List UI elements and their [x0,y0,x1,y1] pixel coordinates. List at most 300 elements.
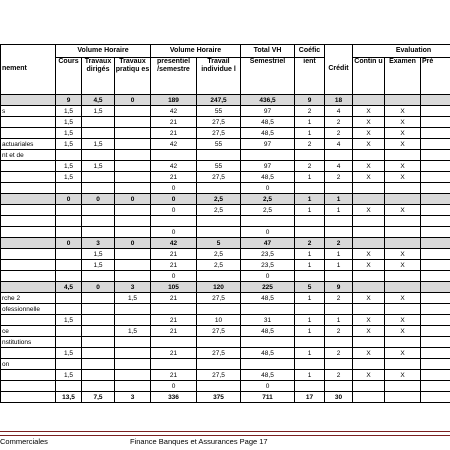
table-row [1,315,450,326]
table-cell [325,216,353,227]
table-cell: 21 [151,260,197,271]
table-cell: 55 [197,106,241,117]
table-cell: 0 [115,95,151,106]
table-cell [82,216,115,227]
table-cell [56,216,82,227]
table-row [1,238,450,249]
table-cell: 2 [295,139,325,150]
table-cell [56,359,82,370]
table-cell [421,216,450,227]
table-cell [115,315,151,326]
table-cell: 0 [151,194,197,205]
table-cell: X [385,249,421,260]
table-cell: 1 [325,205,353,216]
header-travail-individuel: Travail individue l [197,58,241,95]
table-cell [385,238,421,249]
table-cell: 2 [295,238,325,249]
table-cell: 0 [151,227,197,238]
table-cell [385,337,421,348]
table-cell [385,282,421,293]
table-row [1,381,450,392]
table-cell [295,381,325,392]
table-cell: 5 [295,282,325,293]
table-cell: 31 [241,315,295,326]
table-cell: 1,5 [82,260,115,271]
table-cell [82,271,115,282]
table-cell: X [353,128,385,139]
table-cell: 1,5 [56,161,82,172]
table-cell: X [385,117,421,128]
table-cell [56,227,82,238]
table-cell [421,381,450,392]
table-cell [82,172,115,183]
table-cell: 23,5 [241,260,295,271]
table-cell: 2,5 [241,194,295,205]
header-pre: Pré [421,58,450,95]
table-cell: 247,5 [197,95,241,106]
row-label [1,216,56,227]
table-cell [151,150,197,161]
table-cell: 21 [151,128,197,139]
table-cell [56,381,82,392]
table-cell [385,194,421,205]
table-cell: X [385,128,421,139]
table-cell [115,216,151,227]
table-cell: 1,5 [56,117,82,128]
table-row [1,139,450,150]
table-cell: 27,5 [197,326,241,337]
row-label [1,95,56,106]
table-cell: X [385,205,421,216]
header-volume-horaire-2: Volume Horaire [151,45,241,58]
table-cell: 21 [151,326,197,337]
table-row [1,282,450,293]
table-cell [115,172,151,183]
table-cell: 55 [197,139,241,150]
table-cell: 1,5 [56,128,82,139]
table-row [1,150,450,161]
table-cell: X [353,370,385,381]
table-cell [325,227,353,238]
table-cell: 5 [197,238,241,249]
table-cell: 2 [325,172,353,183]
table-cell [82,370,115,381]
table-cell [353,238,385,249]
table-cell: 97 [241,139,295,150]
table-cell: 1 [295,370,325,381]
table-cell [353,304,385,315]
table-cell [82,117,115,128]
row-label [1,238,56,249]
table-cell [353,216,385,227]
table-cell: 3 [115,392,151,403]
table-cell: 4 [325,139,353,150]
table-cell [295,271,325,282]
table-cell: 2 [325,117,353,128]
table-cell [421,150,450,161]
table-cell: 48,5 [241,326,295,337]
table-cell: 21 [151,117,197,128]
table-cell [241,216,295,227]
table-cell: X [353,326,385,337]
table-cell: X [353,106,385,117]
table-cell: 1 [325,260,353,271]
table-cell: 9 [56,95,82,106]
table-cell: X [353,249,385,260]
table-cell: 1 [295,128,325,139]
table-row [1,260,450,271]
table-cell [421,392,450,403]
table-cell: 2 [325,238,353,249]
table-cell: X [353,315,385,326]
table-cell: 1 [295,315,325,326]
table-cell [241,150,295,161]
table-row [1,117,450,128]
table-cell [421,271,450,282]
curriculum-table [0,44,450,403]
table-row [1,106,450,117]
table-cell: 189 [151,95,197,106]
table-cell [115,227,151,238]
table-cell [151,304,197,315]
table-cell [295,337,325,348]
table-cell [325,304,353,315]
table-cell: 55 [197,161,241,172]
table-cell [421,117,450,128]
table-cell: 336 [151,392,197,403]
table-cell: 2,5 [197,205,241,216]
table-cell: 225 [241,282,295,293]
table-cell [325,381,353,392]
table-cell [241,337,295,348]
table-cell [197,359,241,370]
table-cell [82,150,115,161]
table-cell: 2 [325,370,353,381]
table-cell: 2 [295,161,325,172]
table-row [1,128,450,139]
table-cell: 1,5 [82,249,115,260]
table-row [1,392,450,403]
table-cell: 0 [82,282,115,293]
table-cell [115,106,151,117]
table-cell: 42 [151,139,197,150]
table-cell [353,95,385,106]
table-cell [82,227,115,238]
table-cell: 1,5 [56,106,82,117]
table-body [1,95,450,403]
table-row [1,271,450,282]
table-cell: X [385,315,421,326]
table-cell: X [353,117,385,128]
row-label: on [1,359,56,370]
table-row [1,183,450,194]
table-cell: 97 [241,106,295,117]
table-cell: 48,5 [241,370,295,381]
table-cell: 120 [197,282,241,293]
table-cell: 0 [241,183,295,194]
row-label: rche 2 [1,293,56,304]
table-cell [353,271,385,282]
table-cell: 48,5 [241,128,295,139]
table-row [1,359,450,370]
row-label [1,128,56,139]
table-cell: 2 [325,293,353,304]
table-cell: 4 [325,106,353,117]
table-cell [115,183,151,194]
table-cell [197,150,241,161]
table-row [1,337,450,348]
table-cell [421,315,450,326]
table-cell: 2 [325,128,353,139]
row-label [1,172,56,183]
table-cell: 1 [295,205,325,216]
table-cell [385,150,421,161]
header-cours: Cours [56,58,82,95]
table-cell: 1 [295,348,325,359]
table-cell: 1 [295,249,325,260]
table-cell [115,359,151,370]
table-cell [56,293,82,304]
table-cell [82,326,115,337]
table-cell: 9 [325,282,353,293]
table-cell: 27,5 [197,293,241,304]
row-label [1,161,56,172]
table-cell [295,216,325,227]
row-label [1,249,56,260]
table-cell [421,128,450,139]
table-cell [295,150,325,161]
header-credit: Crédit [325,45,353,95]
table-cell [115,205,151,216]
table-cell: 27,5 [197,128,241,139]
table-cell [421,370,450,381]
table-cell [115,370,151,381]
table-cell [56,337,82,348]
table-cell: 0 [151,183,197,194]
table-cell [421,293,450,304]
table-cell [421,238,450,249]
table-cell [385,271,421,282]
table-cell: 21 [151,348,197,359]
table-cell: 18 [325,95,353,106]
table-cell: 1,5 [56,348,82,359]
table-cell: 0 [151,381,197,392]
table-cell: 48,5 [241,117,295,128]
table-cell [82,381,115,392]
row-label [1,370,56,381]
table-cell [115,337,151,348]
footer-rule [0,431,450,436]
table-cell [82,205,115,216]
table-cell [82,348,115,359]
table-cell: X [353,348,385,359]
table-cell [56,304,82,315]
table-cell: 1 [325,249,353,260]
header-presentiel: presentiel /semestre [151,58,197,95]
table-cell: 436,5 [241,95,295,106]
row-label [1,183,56,194]
table-cell [56,260,82,271]
row-label [1,260,56,271]
table-cell: 0 [56,238,82,249]
table-cell [385,95,421,106]
row-label [1,392,56,403]
table-cell [151,359,197,370]
table-cell: 42 [151,106,197,117]
table-cell: 2 [325,326,353,337]
table-cell: 27,5 [197,370,241,381]
table-cell: 4,5 [56,282,82,293]
table-cell: 0 [115,194,151,205]
table-cell: 1 [325,315,353,326]
table-cell: X [353,293,385,304]
table-cell: 2,5 [197,260,241,271]
table-cell [385,381,421,392]
table-cell [353,150,385,161]
table-cell: 1,5 [82,106,115,117]
table-cell: 0 [151,271,197,282]
table-cell [421,161,450,172]
table-cell: 2,5 [197,249,241,260]
table-cell: X [385,348,421,359]
table-cell: 0 [241,271,295,282]
table-cell: 2,5 [241,205,295,216]
table-cell [421,194,450,205]
table-cell [115,249,151,260]
table-cell: 0 [241,227,295,238]
table-cell: 0 [115,238,151,249]
table-cell: 27,5 [197,348,241,359]
footer-right: Finance Banques et Assurances Page 17 [130,437,268,446]
table-cell: X [385,139,421,150]
table-row [1,172,450,183]
table-cell: 17 [295,392,325,403]
table-cell: 13,5 [56,392,82,403]
header-coefficient-suffix: ient [295,58,325,95]
table-cell [56,249,82,260]
table-cell: 2 [295,106,325,117]
table-cell [295,183,325,194]
table-cell [197,337,241,348]
table-cell [115,150,151,161]
table-cell: 1,5 [115,293,151,304]
table-cell: 1 [295,260,325,271]
table-cell: 1 [295,117,325,128]
table-cell [115,304,151,315]
table-cell [197,216,241,227]
table-row [1,348,450,359]
table-cell [353,194,385,205]
row-label: ofessionnelle [1,304,56,315]
row-label [1,194,56,205]
header-coefficient: Coéfic [295,45,325,58]
table-cell: 105 [151,282,197,293]
table-cell: 711 [241,392,295,403]
table-cell: 1,5 [82,161,115,172]
table-cell [421,106,450,117]
table-cell [421,183,450,194]
table-cell [56,205,82,216]
row-label: nt et de [1,150,56,161]
table-cell: 21 [151,249,197,260]
table-cell [241,359,295,370]
table-cell [115,161,151,172]
table-row [1,161,450,172]
header-volume-horaire: Volume Horaire [56,45,151,58]
table-cell: X [385,106,421,117]
table-row [1,249,450,260]
table-cell: 21 [151,315,197,326]
table-cell: 0 [56,194,82,205]
header-td: Travaux dirigés [82,58,115,95]
table-cell [421,172,450,183]
table-cell [82,304,115,315]
table-cell [353,282,385,293]
table-cell [115,128,151,139]
table-cell [421,348,450,359]
table-cell [295,359,325,370]
table-row [1,370,450,381]
table-cell [295,227,325,238]
table-cell [325,150,353,161]
header-total-vh: Total VH [241,45,295,58]
table-cell [295,304,325,315]
table-cell [115,381,151,392]
table-cell: 3 [82,238,115,249]
table-cell: 30 [325,392,353,403]
footer-left: Commerciales [0,437,48,446]
table-cell [421,227,450,238]
table-cell [115,348,151,359]
row-label [1,205,56,216]
table-cell: 48,5 [241,293,295,304]
table-row [1,304,450,315]
table-cell [82,315,115,326]
table-cell [385,392,421,403]
table-cell [353,183,385,194]
header-unit: nement [1,45,56,95]
table-cell: X [353,205,385,216]
table-cell: 97 [241,161,295,172]
header-tp: Travaux pratiqu es [115,58,151,95]
table-cell [325,271,353,282]
table-cell [56,271,82,282]
table-cell [353,227,385,238]
table-cell: 4,5 [82,95,115,106]
table-cell [421,139,450,150]
table-row [1,95,450,106]
table-cell [82,359,115,370]
table-cell [421,205,450,216]
table-cell: X [385,370,421,381]
table-cell [325,183,353,194]
table-cell: 1 [295,172,325,183]
row-label [1,227,56,238]
row-label [1,271,56,282]
table-cell: 4 [325,161,353,172]
table-cell: 1,5 [115,326,151,337]
table-cell: 0 [151,205,197,216]
table-cell: 21 [151,172,197,183]
table-cell: 1 [295,326,325,337]
table-cell: 2 [325,348,353,359]
table-cell [421,359,450,370]
table-cell: 3 [115,282,151,293]
table-row [1,205,450,216]
table-cell: X [353,139,385,150]
row-label [1,381,56,392]
row-label: nstitutions [1,337,56,348]
